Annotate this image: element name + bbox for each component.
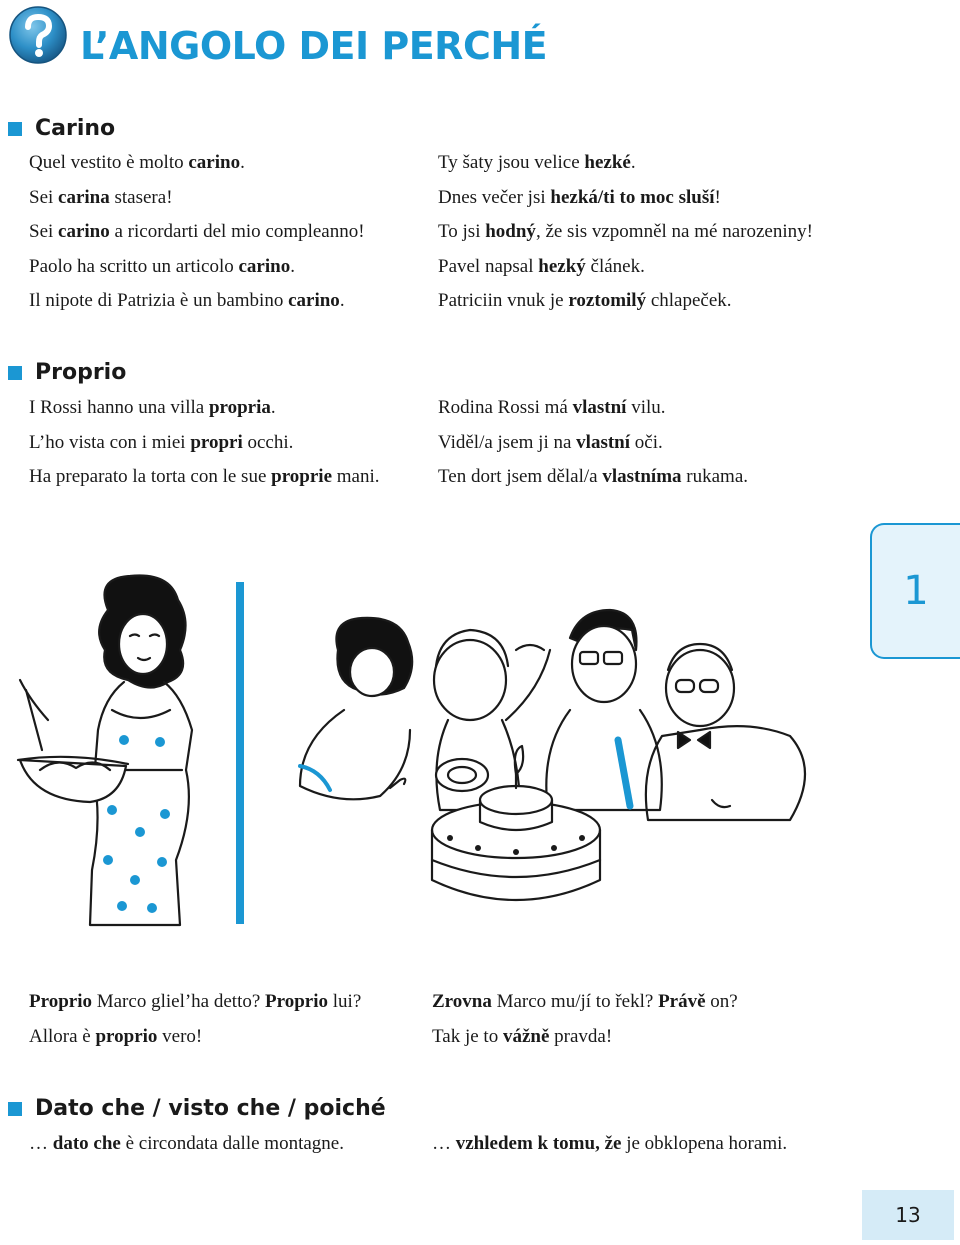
sentence-text: I Rossi hanno una villa [29,397,209,418]
sentence-text: Marco mu/jí to řekl? [491,991,659,1012]
square-bullet-icon [8,1102,22,1116]
highlighted-word: proprie [271,466,333,487]
highlighted-word: propria [208,397,271,418]
sentence-text: článek. [585,255,645,277]
sentence-text: Ha preparato la torta con le sue [29,466,272,487]
highlighted-word: hezké [584,152,631,173]
sentence-text: oči. [630,431,663,453]
sentence-text: Quel vestito è molto [29,152,189,173]
example-sentence [29,215,365,250]
highlighted-word: proprio [95,1025,158,1047]
square-bullet-icon [8,122,22,136]
sentence-text: L’ho vista con i miei [29,431,191,453]
sentence-text: Sei [29,221,59,242]
highlighted-word: carino [288,290,340,311]
sentence-text: Rodina Rossi má [438,397,573,418]
sentence-text: on? [705,991,738,1012]
example-sentence [29,391,380,426]
highlighted-word: carino [58,221,110,242]
sentence-text: lui? [328,991,362,1012]
question-mark-icon [8,5,68,65]
dato-che-italian-column [29,1127,344,1162]
example-sentence [438,181,813,216]
sentence-text: Marco gliel’ha detto? [91,991,266,1012]
sentence-text: Tak je to [432,1025,503,1047]
highlighted-word: carino [238,255,291,277]
example-sentence [29,284,365,319]
sentence-text: Pavel napsal [438,255,539,277]
sentence-text: Dnes večer jsi [438,186,551,208]
sentence-text: mani. [332,466,380,487]
page-number-box [862,1190,954,1240]
example-sentence [29,460,380,495]
sentence-text: occhi. [242,431,294,453]
sentence-text: . [240,152,245,173]
sentence-text: rukama. [681,466,749,487]
sentence-text: Paolo ha scritto un articolo [29,255,239,277]
highlighted-word: vážně [502,1025,550,1047]
sentence-text: To jsi [438,221,486,242]
section-title: Carino [35,116,116,141]
section-title: Dato che / visto che / poiché [35,1096,386,1121]
example-sentence [438,215,813,250]
example-sentence [438,250,813,285]
highlighted-word: carina [58,186,110,208]
sentence-text: è circondata dalle montagne. [120,1133,344,1154]
example-sentence [29,250,365,285]
section-proprio-heading [8,360,126,385]
highlighted-word: Proprio [29,991,92,1012]
example-sentence [29,1127,344,1162]
example-sentence [29,146,365,181]
sentence-text: Il nipote di Patrizia è un bambino [29,290,289,311]
square-bullet-icon [8,366,22,380]
example-sentence [29,1020,361,1055]
highlighted-word: vlastní [576,431,631,453]
sentence-text: stasera! [109,186,173,208]
proprio-czech-column [438,391,748,495]
sentence-text: , že sis vzpomněl na mé narozeniny! [535,221,813,242]
highlighted-word: propri [190,431,243,453]
highlighted-word: Zrovna [432,991,492,1012]
example-sentence [29,985,361,1020]
sentence-text: Patriciin vnuk je [438,290,569,311]
sentence-text: vero! [157,1025,203,1047]
section-dato-che-heading [8,1096,386,1121]
highlighted-word: hezký [538,255,586,277]
example-sentence [438,426,748,461]
highlighted-word: vlastní [572,397,627,418]
example-sentence [432,1020,738,1055]
highlighted-word: Právě [658,991,706,1012]
example-sentence [438,391,748,426]
highlighted-word: hezká/ti to moc sluší [550,186,715,208]
carino-italian-column [29,146,365,319]
chapter-number: 1 [903,568,929,614]
sentence-text: … [29,1133,53,1154]
chapter-tab [870,523,960,659]
highlighted-word: roztomilý [568,290,647,311]
example-sentence [438,146,813,181]
family-cake-illustration [0,570,860,940]
sentence-text: Allora è [29,1025,96,1047]
sentence-text: . [630,152,636,173]
page-number: 13 [895,1203,921,1227]
highlighted-word: hodný [485,221,536,242]
sentence-text: je obklopena horami. [621,1133,788,1154]
highlighted-word: vzhledem k tomu, že [455,1133,622,1154]
sentence-text: Ten dort jsem dělal/a [438,466,603,487]
sentence-text: Ty šaty jsou velice [438,152,585,173]
sentence-text: ! [714,186,721,208]
highlighted-word: dato che [52,1133,121,1154]
example-sentence [29,181,365,216]
proprio-italian-column [29,391,380,495]
proprio-adverb-italian-column [29,985,361,1054]
sentence-text: a ricordarti del mio compleanno! [109,221,365,242]
highlighted-word: vlastníma [602,466,682,487]
example-sentence [432,1127,787,1162]
sentence-text: . [290,255,295,277]
sentence-text: Viděl/a jsem ji na [438,431,577,453]
page-title: L’ANGOLO DEI PERCHÉ [80,24,548,68]
example-sentence [438,284,813,319]
proprio-adverb-czech-column [432,985,738,1054]
sentence-text: vilu. [626,397,666,418]
sentence-text: … [432,1133,456,1154]
sentence-text: . [270,397,276,418]
highlighted-word: carino [188,152,241,173]
example-sentence [432,985,738,1020]
dato-che-czech-column [432,1127,787,1162]
example-sentence [29,426,380,461]
sentence-text: chlapeček. [646,290,732,311]
sentence-text: Sei [29,186,59,208]
example-sentence [438,460,748,495]
sentence-text: pravda! [549,1025,613,1047]
highlighted-word: Proprio [265,991,329,1012]
sentence-text: . [339,290,345,311]
section-title: Proprio [35,360,127,385]
carino-czech-column [438,146,813,319]
section-carino-heading [8,116,115,141]
